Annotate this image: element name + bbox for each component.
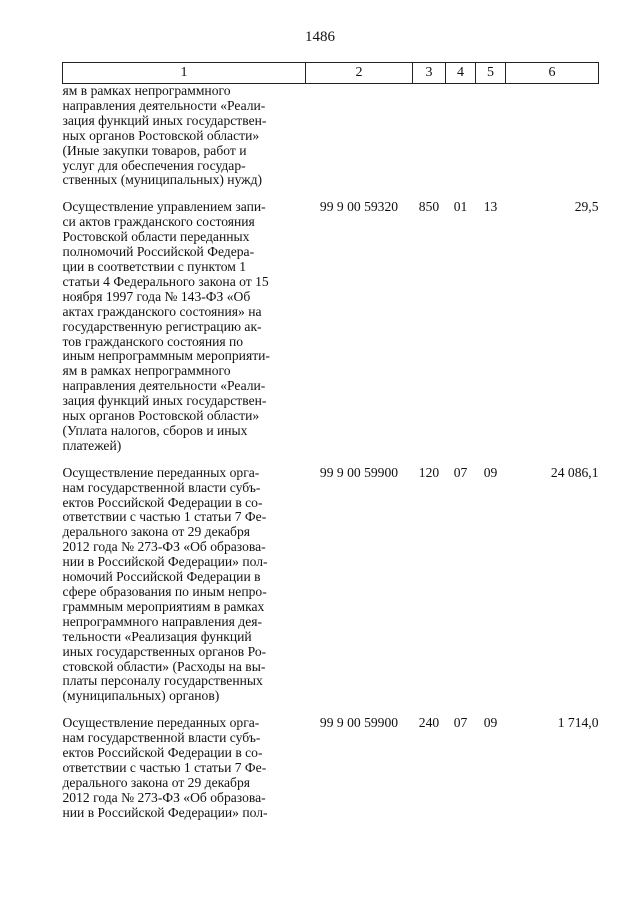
description-line: дерального закона от 29 декабря <box>62 524 251 540</box>
target-article-code <box>306 84 413 189</box>
description-line: ектов Российской Федерации в со- <box>62 745 263 761</box>
table-row <box>63 704 599 820</box>
description-line: Осуществление управлением запи- <box>62 199 266 215</box>
description-line: Осуществление переданных орга- <box>62 715 260 731</box>
description-line: иным непрограммным мероприяти- <box>62 348 270 364</box>
description-line: ответствии с частью 1 статьи 7 Фе- <box>62 759 267 775</box>
description-line: (Иные закупки товаров, работ и <box>62 142 247 158</box>
subsection-code: 09 <box>483 464 498 480</box>
column-header-3: 3 <box>413 63 446 84</box>
column-header-2: 2 <box>306 63 413 84</box>
description-line: ных органов Ростовской области» <box>62 127 260 143</box>
description-line: услуг для обеспечения государ- <box>62 157 246 173</box>
description-line: 2012 года № 273-ФЗ «Об образова- <box>62 539 266 555</box>
target-article-code: 99 9 00 59320 <box>319 199 399 215</box>
description-line: ных органов Ростовской области» <box>62 408 260 424</box>
row-description <box>63 454 306 705</box>
subsection-code <box>476 84 506 189</box>
column-number-row <box>63 63 599 84</box>
description-line: актах гражданского состояния» на <box>62 303 262 319</box>
page-number: 1486 <box>305 29 335 45</box>
description-line: нии в Российской Федерации» пол- <box>62 554 268 570</box>
target-article-code: 99 9 00 59900 <box>319 715 399 731</box>
description-line: номочий Российской Федерации в <box>62 569 261 585</box>
amount <box>506 84 599 189</box>
subsection-code: 09 <box>483 715 498 731</box>
description-line: тельности «Реализация функций <box>62 628 252 644</box>
subsection-code: 13 <box>483 199 498 215</box>
description-line: (Уплата налогов, сборов и иных <box>62 422 248 438</box>
column-header-1: 1 <box>63 63 306 84</box>
column-header-6: 6 <box>506 63 599 84</box>
table-row <box>63 454 599 705</box>
expense-type-code: 120 <box>418 464 440 480</box>
column-header-4: 4 <box>446 63 476 84</box>
description-line: ответствии с частью 1 статьи 7 Фе- <box>62 509 267 525</box>
description-line: Осуществление переданных орга- <box>62 464 260 480</box>
section-code <box>446 84 476 189</box>
section-code: 01 <box>453 199 468 215</box>
description-line: платежей) <box>62 437 122 453</box>
description-line: государственную регистрацию ак- <box>62 318 262 334</box>
description-line: зация функций иных государствен- <box>62 112 267 128</box>
description-line: непрограммного направления дея- <box>62 613 263 629</box>
amount: 29,5 <box>574 199 599 215</box>
description-line: направления деятельности «Реали- <box>62 378 266 394</box>
description-line: тов гражданского состояния по <box>62 333 244 349</box>
description-line: нии в Российской Федерации» пол- <box>62 804 268 820</box>
target-article-code: 99 9 00 59900 <box>319 464 399 480</box>
description-line: ектов Российской Федерации в со- <box>62 494 263 510</box>
description-line: направления деятельности «Реали- <box>62 97 266 113</box>
description-line: полномочий Российской Федера- <box>62 244 255 260</box>
description-line: 2012 года № 273-ФЗ «Об образова- <box>62 789 266 805</box>
description-line: нам государственной власти субъ- <box>62 730 261 746</box>
description-line: платы персоналу государственных <box>62 673 263 689</box>
row-description <box>63 84 306 189</box>
row-description <box>63 704 306 820</box>
description-line: Ростовской области переданных <box>62 229 250 245</box>
description-line: (муниципальных) органов) <box>62 688 220 704</box>
description-line: иных государственных органов Ро- <box>62 643 267 659</box>
budget-table <box>62 62 599 821</box>
description-line: нам государственной власти субъ- <box>62 479 261 495</box>
description-line: статьи 4 Федерального закона от 15 <box>62 273 269 289</box>
expense-type-code <box>413 84 446 189</box>
description-line: ям в рамках непрограммного <box>62 363 231 379</box>
table-row <box>63 188 599 453</box>
description-line: ноября 1997 года № 143-ФЗ «Об <box>62 288 251 304</box>
table-row <box>63 84 599 189</box>
description-line: зация функций иных государствен- <box>62 393 267 409</box>
section-code: 07 <box>453 715 468 731</box>
description-line: стовской области» (Расходы на вы- <box>62 658 266 674</box>
expense-type-code: 240 <box>418 715 440 731</box>
description-line: граммным мероприятиям в рамках <box>62 598 265 614</box>
section-code: 07 <box>453 464 468 480</box>
description-line: ям в рамках непрограммного <box>62 83 231 98</box>
description-line: дерального закона от 29 декабря <box>62 774 251 790</box>
column-header-5: 5 <box>476 63 506 84</box>
description-line: си актов гражданского состояния <box>62 214 255 230</box>
amount: 24 086,1 <box>550 464 599 480</box>
description-line: сфере образования по иным непро- <box>62 584 267 599</box>
expense-type-code: 850 <box>418 199 440 215</box>
row-description <box>63 188 306 453</box>
amount: 1 714,0 <box>557 715 599 731</box>
description-line: ственных (муниципальных) нужд) <box>62 172 263 188</box>
description-line: ции в соответствии с пунктом 1 <box>62 258 247 274</box>
